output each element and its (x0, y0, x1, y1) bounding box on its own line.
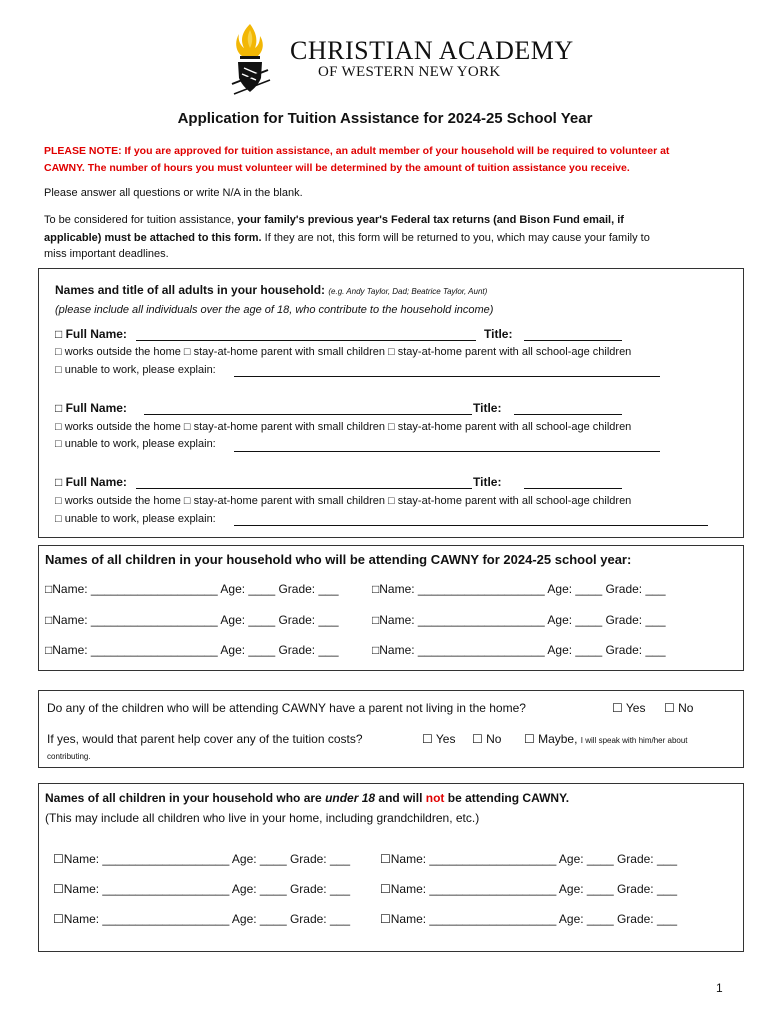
child-attending-row-2-left[interactable]: □Name: ___________________ Age: ____ Grade: ___ (45, 613, 339, 627)
adult-3-name-field[interactable] (136, 488, 472, 489)
brand-name: CHRISTIAN ACADEMY (290, 36, 574, 65)
children-not-attending-heading: Names of all children in your household who are under 18 and will not be attending CAWNY. (45, 791, 570, 805)
adult-1-title-field[interactable] (524, 340, 622, 341)
child-not-attending-row-2-right[interactable]: ☐Name: ___________________ Age: ____ Grade: ___ (380, 882, 677, 896)
instructions-text: Please answer all questions or write N/A in the blank. (44, 187, 303, 199)
adult-2-options[interactable]: □ works outside the home □ stay-at-home parent with small children □ stay-at-home parent with all school-age children (55, 421, 632, 433)
adult-1-name-field[interactable] (136, 340, 476, 341)
parent-help-maybe[interactable]: ☐ Maybe, I will speak with him/her about (524, 732, 688, 746)
child-attending-row-1-left[interactable]: □Name: ___________________ Age: ____ Grade: ___ (45, 582, 339, 596)
school-crest-logo (228, 22, 274, 98)
child-attending-row-2-right[interactable]: □Name: ___________________ Age: ____ Grade: ___ (372, 613, 666, 627)
adult-1-unable-label[interactable]: □ unable to work, please explain: (55, 364, 216, 376)
page-number: 1 (716, 981, 723, 995)
child-attending-row-3-left[interactable]: □Name: ___________________ Age: ____ Grade: ___ (45, 643, 339, 657)
parent-help-question: If yes, would that parent help cover any of the tuition costs? (47, 732, 363, 746)
child-not-attending-row-2-left[interactable]: ☐Name: ___________________ Age: ____ Grade: ___ (53, 882, 350, 896)
adult-2-title-label: Title: (473, 401, 502, 415)
adult-3-full-name-label: □ Full Name: (55, 475, 127, 489)
adult-2-title-field[interactable] (514, 414, 622, 415)
notice-line-2: CAWNY. The number of hours you must volunteer will be determined by the amount of tuition assistance you receive. (44, 162, 630, 174)
adult-2-name-field[interactable] (144, 414, 472, 415)
adult-3-explain-field[interactable] (234, 525, 708, 526)
adult-1-explain-field[interactable] (234, 376, 660, 377)
adults-note: (please include all individuals over the age of 18, who contribute to the household income) (55, 304, 494, 316)
brand-subname: OF WESTERN NEW YORK (318, 64, 501, 80)
adult-3-unable-label[interactable]: □ unable to work, please explain: (55, 513, 216, 525)
children-not-attending-section (38, 783, 744, 952)
adult-3-options[interactable]: □ works outside the home □ stay-at-home parent with small children □ stay-at-home parent with all school-age children (55, 495, 632, 507)
parent-help-yes[interactable]: ☐ Yes (422, 732, 456, 746)
adult-3-title-label: Title: (473, 475, 502, 489)
tax-return-requirement-2: applicable) must be attached to this form. If they are not, this form will be returned to you, which may cause your family to (44, 232, 650, 244)
page-title: Application for Tuition Assistance for 2024-25 School Year (177, 110, 593, 127)
notice-line-1: PLEASE NOTE: If you are approved for tuition assistance, an adult member of your household will be required to volunteer at (44, 145, 670, 157)
child-not-attending-row-3-right[interactable]: ☐Name: ___________________ Age: ____ Grade: ___ (380, 912, 677, 926)
adult-2-full-name-label: □ Full Name: (55, 401, 127, 415)
child-not-attending-row-1-right[interactable]: ☐Name: ___________________ Age: ____ Grade: ___ (380, 852, 677, 866)
adult-2-unable-label[interactable]: □ unable to work, please explain: (55, 438, 216, 450)
parent-not-living-question: Do any of the children who will be attending CAWNY have a parent not living in the home? (47, 701, 526, 715)
adults-heading: Names and title of all adults in your household: (e.g. Andy Taylor, Dad; Beatrice Taylor, Aunt) (55, 283, 488, 297)
child-attending-row-1-right[interactable]: □Name: ___________________ Age: ____ Grade: ___ (372, 582, 666, 596)
adult-3-title-field[interactable] (524, 488, 622, 489)
child-not-attending-row-3-left[interactable]: ☐Name: ___________________ Age: ____ Grade: ___ (53, 912, 350, 926)
parent-help-no[interactable]: ☐ No (472, 732, 502, 746)
children-not-attending-subheading: (This may include all children who live in your home, including grandchildren, etc.) (45, 811, 480, 825)
adult-2-explain-field[interactable] (234, 451, 660, 452)
parent-not-living-no[interactable]: ☐ No (664, 701, 694, 715)
adult-1-full-name-label: □ Full Name: (55, 327, 127, 341)
children-attending-heading: Names of all children in your household who will be attending CAWNY for 2024-25 school year: (45, 552, 632, 567)
adult-1-options[interactable]: □ works outside the home □ stay-at-home parent with small children □ stay-at-home parent with all school-age children (55, 346, 632, 358)
child-attending-row-3-right[interactable]: □Name: ___________________ Age: ____ Grade: ___ (372, 643, 666, 657)
child-not-attending-row-1-left[interactable]: ☐Name: ___________________ Age: ____ Grade: ___ (53, 852, 350, 866)
tax-return-requirement: To be considered for tuition assistance, your family's previous year's Federal tax returns (and Bison Fund email, if (44, 214, 624, 226)
parent-help-maybe-note: contributing. (47, 752, 91, 761)
parent-not-living-yes[interactable]: ☐ Yes (612, 701, 646, 715)
adult-1-title-label: Title: (484, 327, 513, 341)
tax-return-requirement-3: miss important deadlines. (44, 248, 169, 260)
